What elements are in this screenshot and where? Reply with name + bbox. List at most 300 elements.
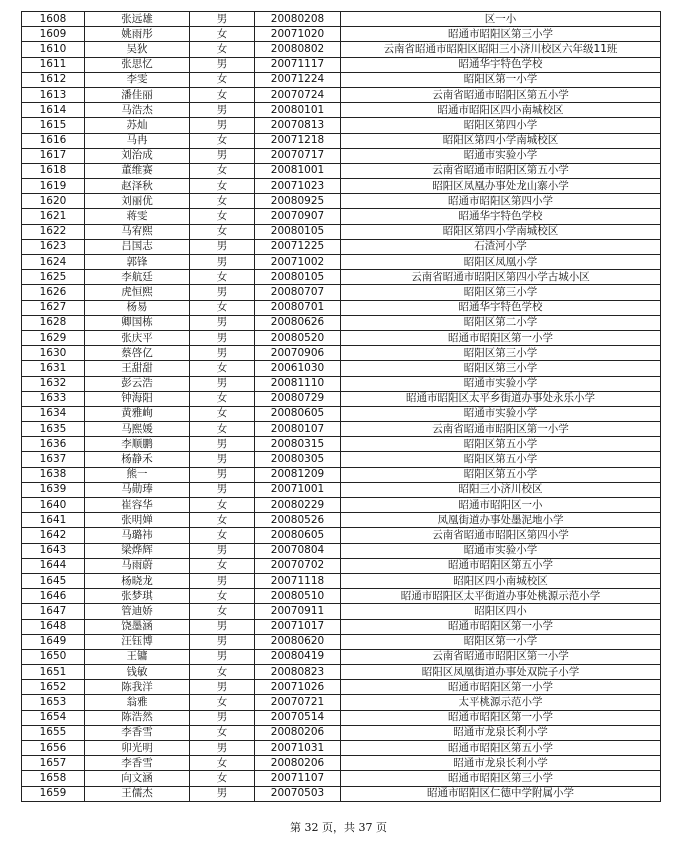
- school-name-cell: 昭阳三小济川校区: [341, 482, 661, 497]
- birth-date-cell: 20080419: [255, 649, 341, 664]
- gender-cell: 女: [190, 133, 255, 148]
- table-row: [22, 285, 661, 300]
- row-number-cell: 1613: [22, 87, 85, 102]
- school-name-cell: 昭通市昭阳区四小南城校区: [341, 103, 661, 118]
- table-row: [22, 756, 661, 771]
- student-name-cell: 陈浩然: [85, 710, 190, 725]
- birth-date-cell: 20080729: [255, 391, 341, 406]
- row-number-cell: 1626: [22, 285, 85, 300]
- birth-date-cell: 20080802: [255, 42, 341, 57]
- student-name-cell: 李雯: [85, 72, 190, 87]
- table-row: [22, 72, 661, 87]
- table-row: [22, 725, 661, 740]
- student-name-cell: 吕国志: [85, 239, 190, 254]
- student-name-cell: 刘治成: [85, 148, 190, 163]
- table-row: [22, 12, 661, 27]
- row-number-cell: 1643: [22, 543, 85, 558]
- gender-cell: 女: [190, 179, 255, 194]
- birth-date-cell: 20080605: [255, 528, 341, 543]
- table-row: [22, 786, 661, 801]
- student-name-cell: 马璐祎: [85, 528, 190, 543]
- student-name-cell: 张庆平: [85, 330, 190, 345]
- table-row: [22, 42, 661, 57]
- gender-cell: 男: [190, 103, 255, 118]
- school-name-cell: 昭阳区第三小学: [341, 285, 661, 300]
- student-name-cell: 钱敏: [85, 665, 190, 680]
- birth-date-cell: 20080305: [255, 452, 341, 467]
- school-name-cell: 昭阳区凤凰办事处龙山寨小学: [341, 179, 661, 194]
- gender-cell: 男: [190, 649, 255, 664]
- student-name-cell: 翁雅: [85, 695, 190, 710]
- birth-date-cell: 20061030: [255, 361, 341, 376]
- student-name-cell: 苏灿: [85, 118, 190, 133]
- school-name-cell: 昭通市昭阳区太平乡街道办事处永乐小学: [341, 391, 661, 406]
- gender-cell: 男: [190, 619, 255, 634]
- gender-cell: 男: [190, 482, 255, 497]
- table-row: [22, 513, 661, 528]
- table-row: [22, 710, 661, 725]
- student-name-cell: 马浩杰: [85, 103, 190, 118]
- row-number-cell: 1644: [22, 558, 85, 573]
- birth-date-cell: 20080823: [255, 665, 341, 680]
- gender-cell: 女: [190, 498, 255, 513]
- birth-date-cell: 20071026: [255, 680, 341, 695]
- table-row: [22, 27, 661, 42]
- school-name-cell: 云南省昭通市昭阳区第四小学: [341, 528, 661, 543]
- gender-cell: 男: [190, 741, 255, 756]
- student-name-cell: 吴狄: [85, 42, 190, 57]
- table-row: [22, 346, 661, 361]
- table-row: [22, 482, 661, 497]
- birth-date-cell: 20071031: [255, 741, 341, 756]
- table-row: [22, 406, 661, 421]
- table-row: [22, 103, 661, 118]
- school-name-cell: 昭通市昭阳区第四小学: [341, 194, 661, 209]
- gender-cell: 女: [190, 87, 255, 102]
- birth-date-cell: 20080101: [255, 103, 341, 118]
- student-name-cell: 董维赛: [85, 163, 190, 178]
- row-number-cell: 1609: [22, 27, 85, 42]
- student-name-cell: 张明婵: [85, 513, 190, 528]
- student-name-cell: 刘丽优: [85, 194, 190, 209]
- student-name-cell: 马宥熙: [85, 224, 190, 239]
- student-name-cell: 王甜甜: [85, 361, 190, 376]
- student-name-cell: 张远雄: [85, 12, 190, 27]
- school-name-cell: 云南省昭通市昭阳区昭阳三小济川校区六年级11班: [341, 42, 661, 57]
- school-name-cell: 昭阳区四小: [341, 604, 661, 619]
- student-name-cell: 李航廷: [85, 270, 190, 285]
- table-row: [22, 528, 661, 543]
- student-name-cell: 杨静禾: [85, 452, 190, 467]
- table-row: [22, 179, 661, 194]
- gender-cell: 女: [190, 604, 255, 619]
- birth-date-cell: 20080315: [255, 437, 341, 452]
- school-name-cell: 昭通市昭阳区一小: [341, 498, 661, 513]
- student-name-cell: 熊一: [85, 467, 190, 482]
- school-name-cell: 云南省昭通市昭阳区第五小学: [341, 87, 661, 102]
- birth-date-cell: 20080707: [255, 285, 341, 300]
- row-number-cell: 1633: [22, 391, 85, 406]
- school-name-cell: 昭通华宇特色学校: [341, 209, 661, 224]
- gender-cell: 男: [190, 573, 255, 588]
- row-number-cell: 1647: [22, 604, 85, 619]
- student-name-cell: 马冉: [85, 133, 190, 148]
- birth-date-cell: 20080107: [255, 422, 341, 437]
- birth-date-cell: 20080229: [255, 498, 341, 513]
- school-name-cell: 昭阳区第四小学南城校区: [341, 224, 661, 239]
- birth-date-cell: 20070907: [255, 209, 341, 224]
- student-name-cell: 卯光明: [85, 741, 190, 756]
- table-row: [22, 619, 661, 634]
- gender-cell: 女: [190, 72, 255, 87]
- row-number-cell: 1611: [22, 57, 85, 72]
- row-number-cell: 1650: [22, 649, 85, 664]
- row-number-cell: 1621: [22, 209, 85, 224]
- gender-cell: 男: [190, 239, 255, 254]
- gender-cell: 男: [190, 680, 255, 695]
- row-number-cell: 1618: [22, 163, 85, 178]
- birth-date-cell: 20070813: [255, 118, 341, 133]
- school-name-cell: 昭通市实验小学: [341, 406, 661, 421]
- school-name-cell: 昭通市昭阳区第一小学: [341, 330, 661, 345]
- row-number-cell: 1639: [22, 482, 85, 497]
- row-number-cell: 1635: [22, 422, 85, 437]
- row-number-cell: 1638: [22, 467, 85, 482]
- school-name-cell: 凤凰街道办事处墨泥地小学: [341, 513, 661, 528]
- row-number-cell: 1656: [22, 741, 85, 756]
- table-row: [22, 543, 661, 558]
- school-name-cell: 昭通市实验小学: [341, 543, 661, 558]
- student-name-cell: 卿国栋: [85, 315, 190, 330]
- table-body: [22, 12, 661, 802]
- birth-date-cell: 20081209: [255, 467, 341, 482]
- gender-cell: 男: [190, 118, 255, 133]
- school-name-cell: 昭阳区第二小学: [341, 315, 661, 330]
- table-row: [22, 558, 661, 573]
- table-row: [22, 224, 661, 239]
- school-name-cell: 昭通市龙泉长利小学: [341, 725, 661, 740]
- row-number-cell: 1640: [22, 498, 85, 513]
- student-name-cell: 李顺鹏: [85, 437, 190, 452]
- row-number-cell: 1648: [22, 619, 85, 634]
- row-number-cell: 1649: [22, 634, 85, 649]
- birth-date-cell: 20080626: [255, 315, 341, 330]
- birth-date-cell: 20071107: [255, 771, 341, 786]
- row-number-cell: 1659: [22, 786, 85, 801]
- gender-cell: 女: [190, 270, 255, 285]
- gender-cell: 女: [190, 27, 255, 42]
- table-row: [22, 118, 661, 133]
- school-name-cell: 云南省昭通市昭阳区第四小学古城小区: [341, 270, 661, 285]
- birth-date-cell: 20070906: [255, 346, 341, 361]
- student-name-cell: 梁烨辉: [85, 543, 190, 558]
- student-name-cell: 张思忆: [85, 57, 190, 72]
- birth-date-cell: 20080206: [255, 725, 341, 740]
- school-name-cell: 昭通市昭阳区第五小学: [341, 741, 661, 756]
- birth-date-cell: 20071001: [255, 482, 341, 497]
- table-row: [22, 255, 661, 270]
- page-footer: 第 32 页，共 37 页: [290, 821, 387, 834]
- row-number-cell: 1608: [22, 12, 85, 27]
- row-number-cell: 1615: [22, 118, 85, 133]
- gender-cell: 男: [190, 330, 255, 345]
- table-row: [22, 452, 661, 467]
- gender-cell: 女: [190, 665, 255, 680]
- school-name-cell: 区一小: [341, 12, 661, 27]
- school-name-cell: 昭阳区第三小学: [341, 346, 661, 361]
- student-name-cell: 李香雪: [85, 756, 190, 771]
- row-number-cell: 1655: [22, 725, 85, 740]
- table-row: [22, 315, 661, 330]
- school-name-cell: 昭通华宇特色学校: [341, 57, 661, 72]
- table-row: [22, 573, 661, 588]
- gender-cell: 男: [190, 786, 255, 801]
- student-name-cell: 王镛: [85, 649, 190, 664]
- gender-cell: 女: [190, 194, 255, 209]
- birth-date-cell: 20071218: [255, 133, 341, 148]
- birth-date-cell: 20080925: [255, 194, 341, 209]
- school-name-cell: 昭通市昭阳区第一小学: [341, 619, 661, 634]
- birth-date-cell: 20081001: [255, 163, 341, 178]
- gender-cell: 女: [190, 695, 255, 710]
- row-number-cell: 1610: [22, 42, 85, 57]
- table-row: [22, 330, 661, 345]
- table-row: [22, 649, 661, 664]
- school-name-cell: 昭阳区第四小学南城校区: [341, 133, 661, 148]
- table-row: [22, 391, 661, 406]
- school-name-cell: 昭通市实验小学: [341, 376, 661, 391]
- school-name-cell: 昭阳区第五小学: [341, 437, 661, 452]
- school-name-cell: 昭通华宇特色学校: [341, 300, 661, 315]
- table-row: [22, 361, 661, 376]
- row-number-cell: 1637: [22, 452, 85, 467]
- birth-date-cell: 20080701: [255, 300, 341, 315]
- school-name-cell: 昭通市昭阳区第三小学: [341, 771, 661, 786]
- table-row: [22, 665, 661, 680]
- table-row: [22, 771, 661, 786]
- student-name-cell: 蔡啓亿: [85, 346, 190, 361]
- table-row: [22, 133, 661, 148]
- student-name-cell: 杨晓龙: [85, 573, 190, 588]
- gender-cell: 男: [190, 634, 255, 649]
- student-name-cell: 潘佳丽: [85, 87, 190, 102]
- birth-date-cell: 20080520: [255, 330, 341, 345]
- row-number-cell: 1619: [22, 179, 85, 194]
- birth-date-cell: 20080526: [255, 513, 341, 528]
- birth-date-cell: 20080605: [255, 406, 341, 421]
- row-number-cell: 1614: [22, 103, 85, 118]
- school-name-cell: 昭通市昭阳区第一小学: [341, 680, 661, 695]
- table-row: [22, 741, 661, 756]
- student-name-cell: 向文涵: [85, 771, 190, 786]
- school-name-cell: 昭阳区四小南城校区: [341, 573, 661, 588]
- birth-date-cell: 20070514: [255, 710, 341, 725]
- student-name-cell: 马雨蔚: [85, 558, 190, 573]
- birth-date-cell: 20080208: [255, 12, 341, 27]
- student-name-cell: 虎恒熙: [85, 285, 190, 300]
- row-number-cell: 1623: [22, 239, 85, 254]
- row-number-cell: 1622: [22, 224, 85, 239]
- school-name-cell: 昭阳区第一小学: [341, 72, 661, 87]
- gender-cell: 男: [190, 57, 255, 72]
- gender-cell: 女: [190, 224, 255, 239]
- gender-cell: 女: [190, 513, 255, 528]
- birth-date-cell: 20071002: [255, 255, 341, 270]
- student-name-cell: 管迪娇: [85, 604, 190, 619]
- gender-cell: 男: [190, 543, 255, 558]
- gender-cell: 女: [190, 558, 255, 573]
- table-row: [22, 695, 661, 710]
- table-row: [22, 163, 661, 178]
- table-row: [22, 422, 661, 437]
- birth-date-cell: 20071017: [255, 619, 341, 634]
- table-row: [22, 467, 661, 482]
- student-name-cell: 汪钰博: [85, 634, 190, 649]
- row-number-cell: 1616: [22, 133, 85, 148]
- row-number-cell: 1628: [22, 315, 85, 330]
- school-name-cell: 昭通市龙泉长利小学: [341, 756, 661, 771]
- gender-cell: 男: [190, 376, 255, 391]
- row-number-cell: 1634: [22, 406, 85, 421]
- school-name-cell: 昭通市实验小学: [341, 148, 661, 163]
- birth-date-cell: 20080510: [255, 589, 341, 604]
- row-number-cell: 1652: [22, 680, 85, 695]
- student-name-cell: 张梦琪: [85, 589, 190, 604]
- row-number-cell: 1646: [22, 589, 85, 604]
- school-name-cell: 昭通市昭阳区第五小学: [341, 558, 661, 573]
- row-number-cell: 1641: [22, 513, 85, 528]
- table-row: [22, 209, 661, 224]
- birth-date-cell: 20080620: [255, 634, 341, 649]
- gender-cell: 女: [190, 528, 255, 543]
- gender-cell: 女: [190, 42, 255, 57]
- student-name-cell: 黄雅峋: [85, 406, 190, 421]
- row-number-cell: 1657: [22, 756, 85, 771]
- row-number-cell: 1636: [22, 437, 85, 452]
- birth-date-cell: 20070717: [255, 148, 341, 163]
- birth-date-cell: 20080206: [255, 756, 341, 771]
- student-name-cell: 李香雪: [85, 725, 190, 740]
- student-name-cell: 马勋琫: [85, 482, 190, 497]
- row-number-cell: 1624: [22, 255, 85, 270]
- gender-cell: 女: [190, 361, 255, 376]
- school-name-cell: 昭阳区第一小学: [341, 634, 661, 649]
- school-name-cell: 昭阳区第五小学: [341, 467, 661, 482]
- student-name-cell: 彭云浩: [85, 376, 190, 391]
- table-row: [22, 87, 661, 102]
- student-name-cell: 马熙媛: [85, 422, 190, 437]
- gender-cell: 男: [190, 315, 255, 330]
- row-number-cell: 1642: [22, 528, 85, 543]
- row-number-cell: 1631: [22, 361, 85, 376]
- gender-cell: 男: [190, 148, 255, 163]
- row-number-cell: 1654: [22, 710, 85, 725]
- student-table: [21, 11, 661, 802]
- table-row: [22, 498, 661, 513]
- row-number-cell: 1653: [22, 695, 85, 710]
- birth-date-cell: 20071020: [255, 27, 341, 42]
- table-row: [22, 376, 661, 391]
- student-name-cell: 郭锋: [85, 255, 190, 270]
- school-name-cell: 昭阳区凤凰街道办事处双院子小学: [341, 665, 661, 680]
- school-name-cell: 云南省昭通市昭阳区第一小学: [341, 649, 661, 664]
- birth-date-cell: 20070702: [255, 558, 341, 573]
- student-name-cell: 杨易: [85, 300, 190, 315]
- gender-cell: 女: [190, 300, 255, 315]
- school-name-cell: 昭阳区凤凰小学: [341, 255, 661, 270]
- table-row: [22, 604, 661, 619]
- gender-cell: 女: [190, 163, 255, 178]
- birth-date-cell: 20070804: [255, 543, 341, 558]
- gender-cell: 男: [190, 437, 255, 452]
- school-name-cell: 太平桃源示范小学: [341, 695, 661, 710]
- table-row: [22, 634, 661, 649]
- school-name-cell: 昭通市昭阳区太平街道办事处桃源示范小学: [341, 589, 661, 604]
- row-number-cell: 1630: [22, 346, 85, 361]
- table-row: [22, 300, 661, 315]
- gender-cell: 女: [190, 589, 255, 604]
- row-number-cell: 1629: [22, 330, 85, 345]
- table-row: [22, 57, 661, 72]
- row-number-cell: 1625: [22, 270, 85, 285]
- gender-cell: 男: [190, 285, 255, 300]
- birth-date-cell: 20070724: [255, 87, 341, 102]
- birth-date-cell: 20071224: [255, 72, 341, 87]
- table-row: [22, 589, 661, 604]
- row-number-cell: 1658: [22, 771, 85, 786]
- birth-date-cell: 20071117: [255, 57, 341, 72]
- gender-cell: 女: [190, 725, 255, 740]
- student-name-cell: 蒋雯: [85, 209, 190, 224]
- gender-cell: 男: [190, 346, 255, 361]
- row-number-cell: 1627: [22, 300, 85, 315]
- table-row: [22, 270, 661, 285]
- birth-date-cell: 20081110: [255, 376, 341, 391]
- table-row: [22, 239, 661, 254]
- row-number-cell: 1612: [22, 72, 85, 87]
- table-row: [22, 680, 661, 695]
- row-number-cell: 1645: [22, 573, 85, 588]
- student-name-cell: 姚雨彤: [85, 27, 190, 42]
- student-name-cell: 崔容华: [85, 498, 190, 513]
- birth-date-cell: 20071225: [255, 239, 341, 254]
- gender-cell: 男: [190, 467, 255, 482]
- birth-date-cell: 20080105: [255, 270, 341, 285]
- table-row: [22, 148, 661, 163]
- student-name-cell: 王儒杰: [85, 786, 190, 801]
- gender-cell: 女: [190, 209, 255, 224]
- school-name-cell: 昭通市昭阳区第一小学: [341, 710, 661, 725]
- gender-cell: 男: [190, 12, 255, 27]
- gender-cell: 男: [190, 452, 255, 467]
- school-name-cell: 石渣河小学: [341, 239, 661, 254]
- student-name-cell: 赵泽秋: [85, 179, 190, 194]
- birth-date-cell: 20070503: [255, 786, 341, 801]
- school-name-cell: 云南省昭通市昭阳区第一小学: [341, 422, 661, 437]
- gender-cell: 女: [190, 406, 255, 421]
- gender-cell: 女: [190, 771, 255, 786]
- row-number-cell: 1632: [22, 376, 85, 391]
- student-name-cell: 钟海阳: [85, 391, 190, 406]
- gender-cell: 女: [190, 391, 255, 406]
- gender-cell: 女: [190, 756, 255, 771]
- school-name-cell: 昭通市昭阳区仁德中学附属小学: [341, 786, 661, 801]
- birth-date-cell: 20070911: [255, 604, 341, 619]
- birth-date-cell: 20071118: [255, 573, 341, 588]
- student-name-cell: 饶墨涵: [85, 619, 190, 634]
- school-name-cell: 昭阳区第四小学: [341, 118, 661, 133]
- gender-cell: 女: [190, 422, 255, 437]
